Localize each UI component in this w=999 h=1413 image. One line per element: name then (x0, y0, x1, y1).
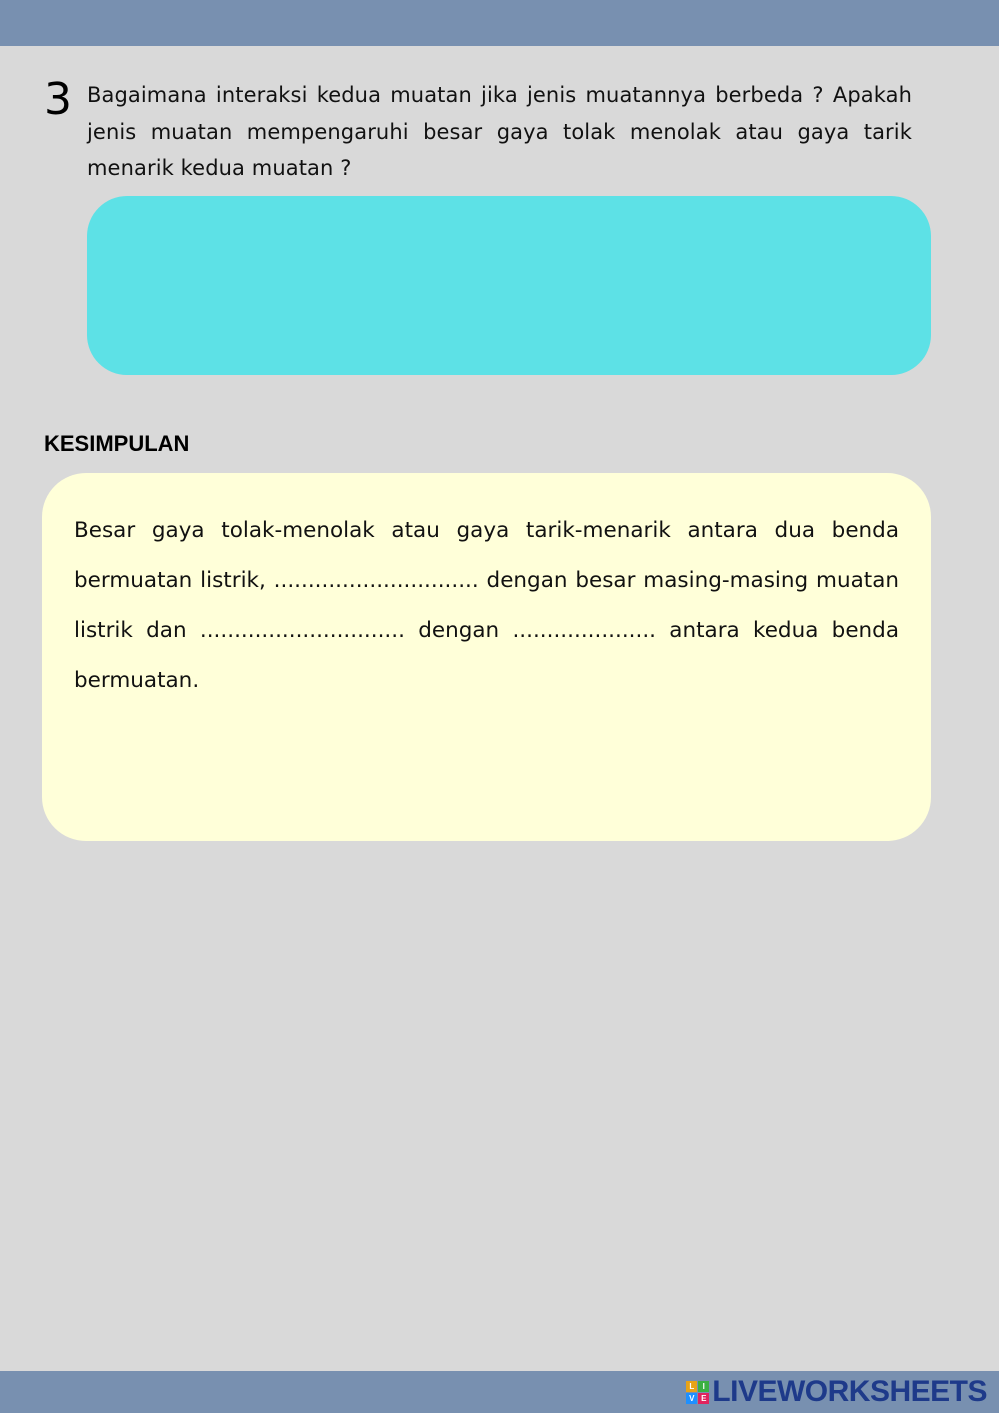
liveworksheets-brand[interactable] (686, 1374, 987, 1410)
question-text: Bagaimana interaksi kedua muatan jika jenis muatannya berbeda ? Apakah jenis muatan mempengaruhi besar gaya tolak menolak atau gaya tarik menarik kedua muatan ? (87, 83, 912, 180)
conclusion-heading: KESIMPULAN (44, 431, 190, 456)
liveworksheets-logo-icon: L I V E (686, 1381, 709, 1404)
brand-text: LIVEWORKSHEETS (712, 1375, 987, 1408)
conclusion-text: Besar gaya tolak-menolak atau gaya tarik-menarik antara dua benda bermuatan listrik, .............................. dengan besar masing-masing muatan listrik dan .............................. dengan ..................... antara kedua benda bermuatan. (74, 518, 899, 693)
question-number: 3 (44, 74, 72, 125)
top-bar (0, 0, 999, 46)
answer-input-box[interactable] (87, 196, 931, 375)
